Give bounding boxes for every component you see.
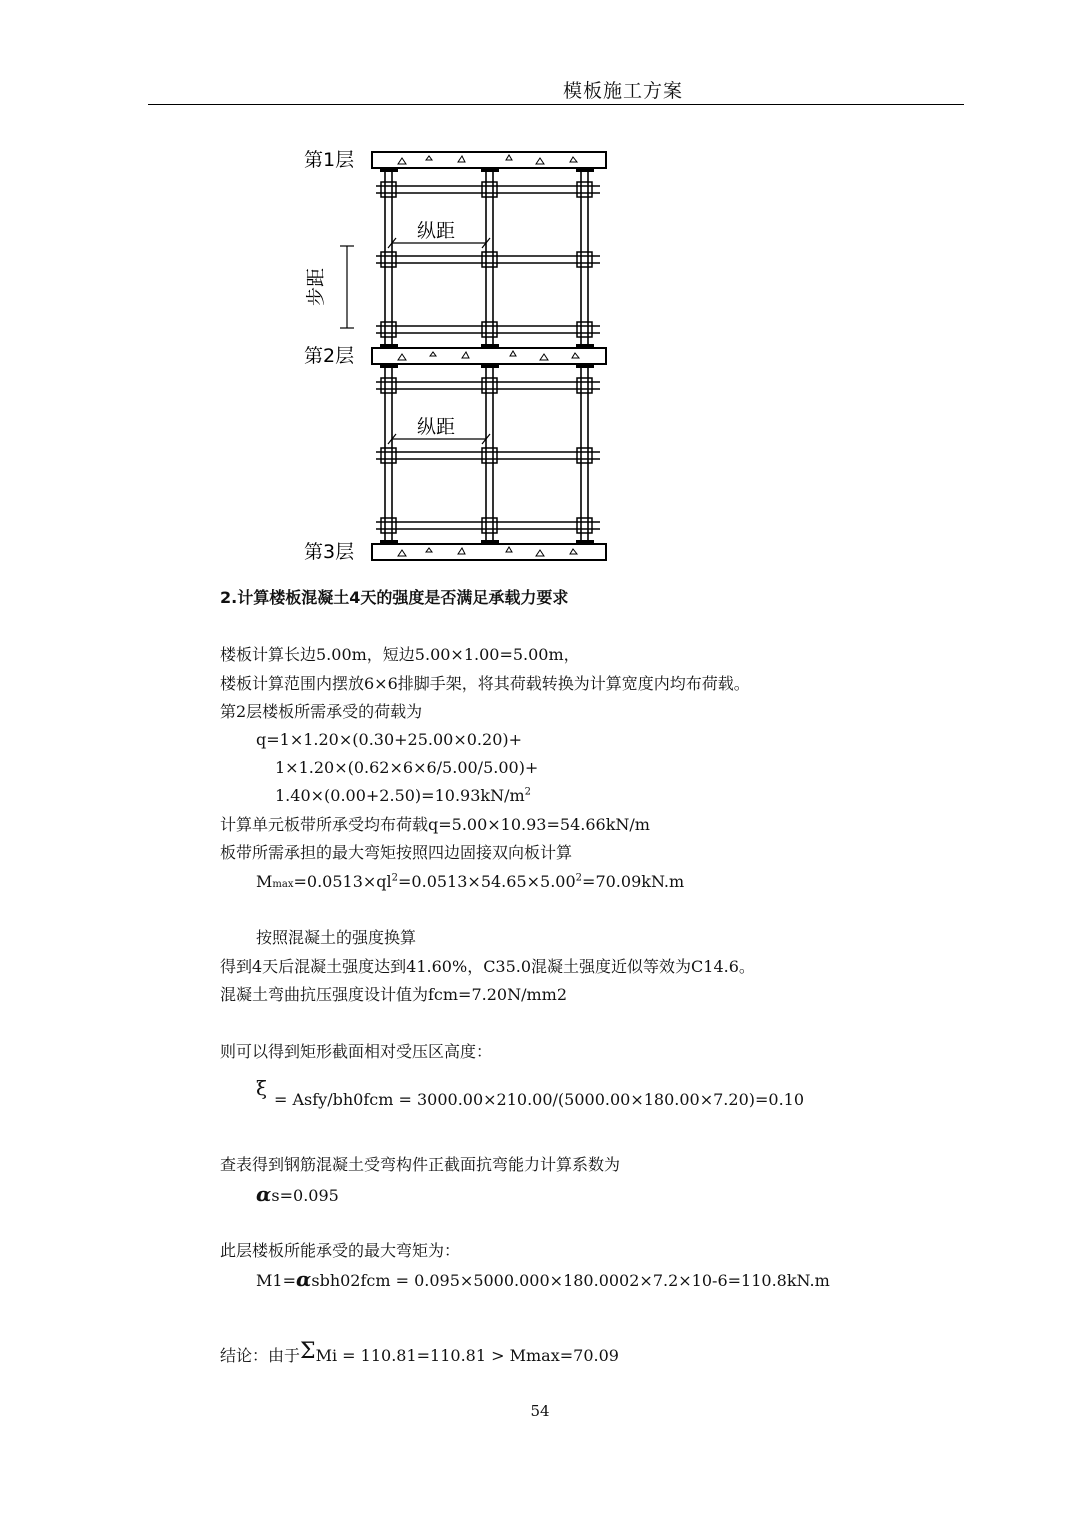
scaffold-diagram [300,140,620,570]
text-line-2: 楼板计算范围内摆放6×6排脚手架，将其荷载转换为计算宽度内均布荷载。 [220,674,750,693]
formula-xi: = Asfy/bh0fcm = 3000.00×210.00/(5000.00×180.00×7.20)=0.10 [274,1090,805,1109]
formula-mmax: $Mmax=0.0513\times ql^2=0.0513\times 54.65\times 5.00^2=70.09kN.m$ [256,872,685,891]
formula-m1: M1=αsbh02fcm = 0.095×5000.000×180.0002×7.2×10-6=110.8kN.m [256,1267,830,1291]
horizontal-ledgers [376,186,600,529]
page-header [148,76,964,105]
formula-q-line2: 1×1.20×(0.62×6×6/5.00/5.00)+ [275,758,539,777]
conclusion-line: 结论：由于ΣMi = 110.81=110.81 > Mmax=70.09 [220,1339,619,1365]
spacing-label-upper: 纵距 [417,220,456,242]
formula-q-line1: q=1×1.20×(0.30+25.00×0.20)+ [256,730,523,749]
text-line-1: 楼板计算长边5.00m，短边5.00×1.00=5.00m， [220,645,580,664]
page-number: 54 [530,1402,550,1420]
text-line-10: 按照混凝土的强度换算 [256,928,417,947]
step-dimension [340,246,354,328]
text-line-7: 计算单元板带所承受均布荷载q=5.00×10.93=54.66kN/m [220,815,650,834]
vertical-posts [385,168,588,544]
spacing-label-lower: 纵距 [417,416,456,438]
text-line-11: 得到4天后混凝土强度达到41.60%，C35.0混凝土强度近似等效为C14.6。 [220,957,755,976]
slab-floor2 [372,348,606,364]
text-line-15: 查表得到钢筋混凝土受弯构件正截面抗弯能力计算系数为 [220,1155,621,1174]
floor2-label: 第2层 [304,345,355,367]
spacing-dimension [388,238,490,444]
formula-alpha-s: αs=0.095 [256,1182,339,1206]
text-line-12: 混凝土弯曲抗压强度设计值为fcm=7.20N/mm2 [220,985,568,1004]
text-line-8: 板带所需承担的最大弯矩按照四边固接双向板计算 [220,843,573,862]
section-heading: 2.计算楼板混凝土4天的强度是否满足承载力要求 [220,588,569,607]
floor3-label: 第3层 [304,541,355,563]
text-line-17: 此层楼板所能承受的最大弯矩为： [220,1241,461,1260]
concrete-hatch [398,155,579,556]
text-line-3: 第2层楼板所需承受的荷载为 [220,702,423,721]
xi-symbol: ξ [256,1076,268,1100]
header-title: 模板施工方案 [562,80,683,102]
text-line-13: 则可以得到矩形截面相对受压区高度： [220,1042,493,1061]
floor1-label: 第1层 [304,149,355,171]
sigma-symbol: Σ [300,1339,316,1364]
post-bases [380,168,594,544]
step-label: 步距 [305,267,327,306]
formula-q-line3: $1.40\times(0.00+2.50)=10.93kN/m^2$ [275,786,532,805]
